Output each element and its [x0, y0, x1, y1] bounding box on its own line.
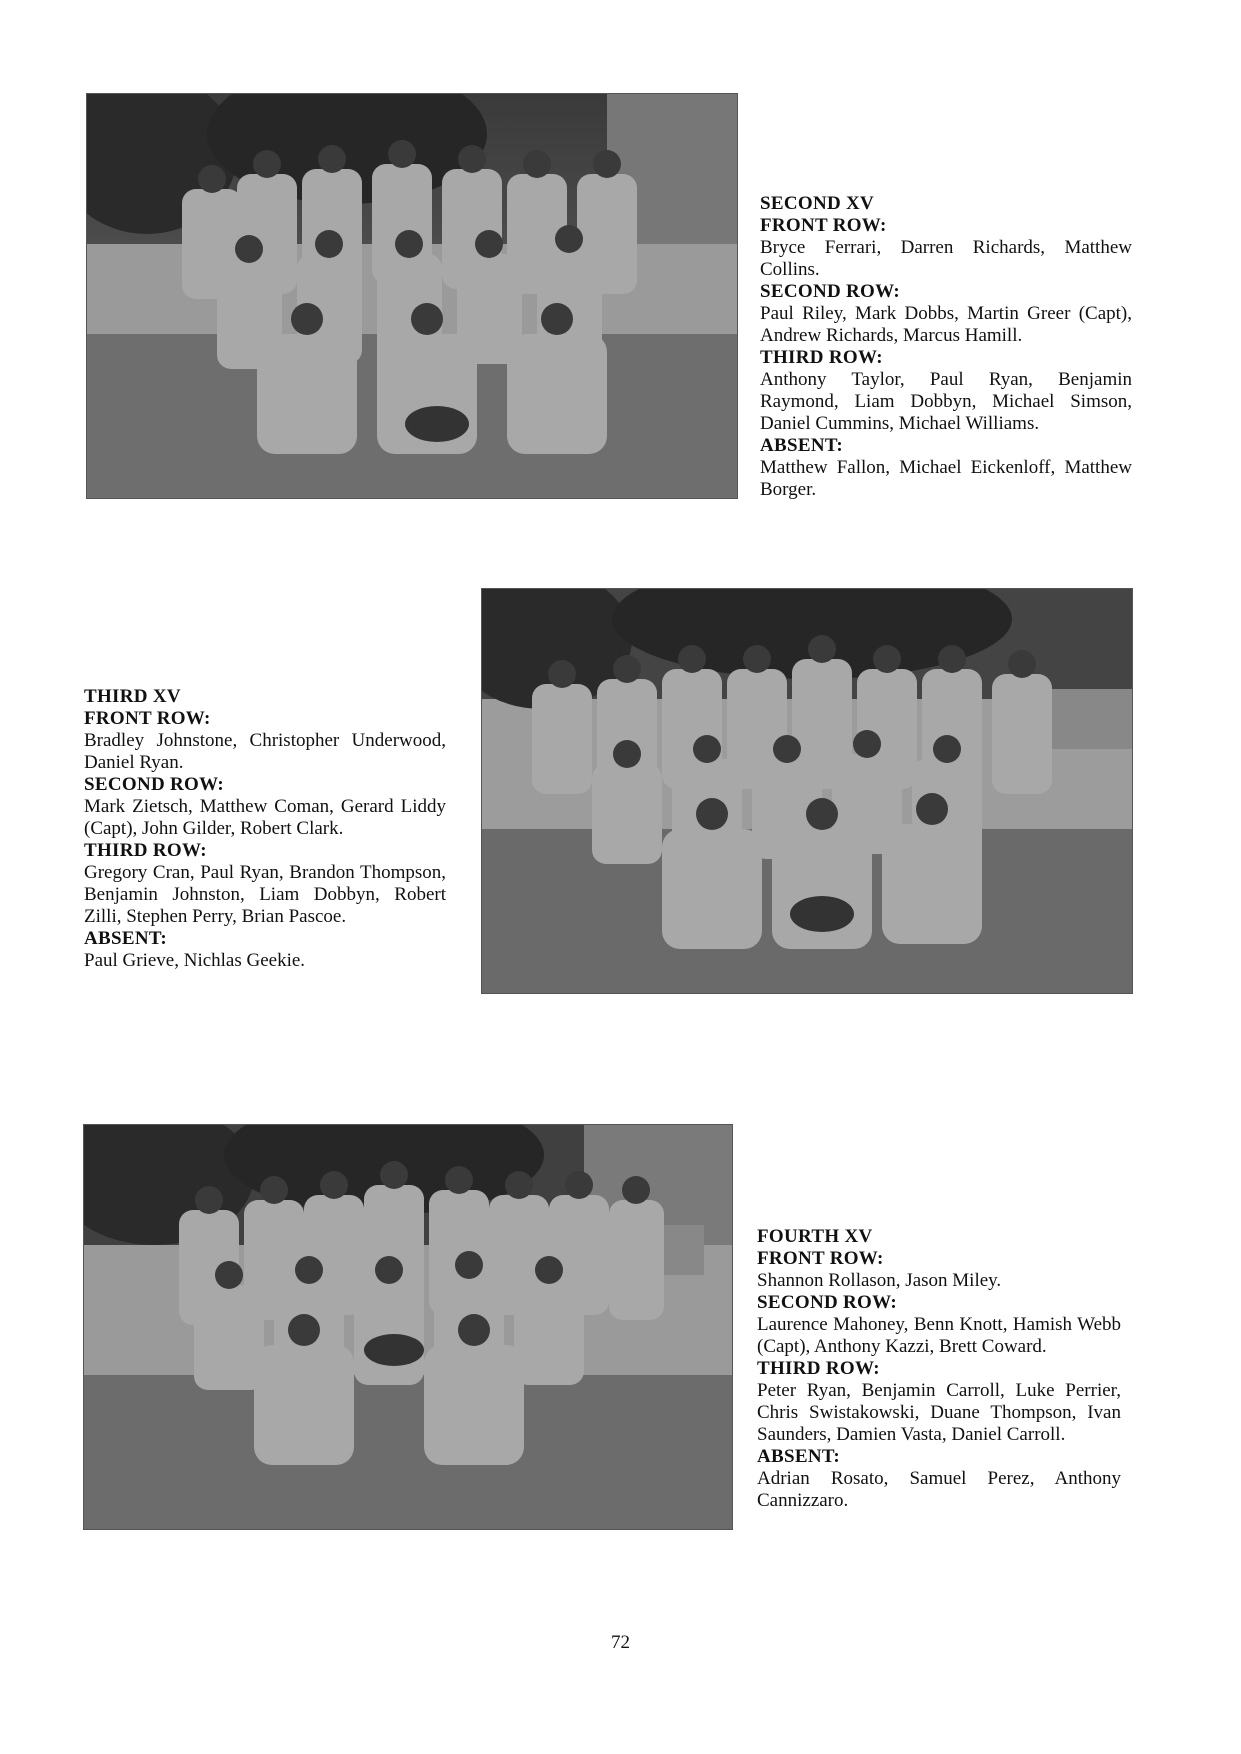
row-names: Adrian Rosato, Samuel Perez, Anthony Cannizzaro.: [757, 1468, 1121, 1511]
row-names: Bradley Johnstone, Christopher Underwood, Daniel Ryan.: [84, 730, 446, 773]
section-title: FOURTH XV: [757, 1226, 873, 1247]
row-names: Anthony Taylor, Paul Ryan, Benjamin Raymond, Liam Dobbyn, Michael Simson, Daniel Cummins, Michael Williams.: [760, 369, 1132, 434]
row-label: THIRD ROW:: [760, 347, 883, 368]
team-photo-illustration: [84, 1125, 732, 1529]
team-photo-illustration: [482, 589, 1132, 993]
row-label: ABSENT:: [757, 1446, 841, 1467]
team-photo-fourth-xv: [83, 1124, 733, 1530]
row-label: FRONT ROW:: [760, 215, 887, 236]
row-label: ABSENT:: [760, 435, 844, 456]
team-photo-third-xv: [481, 588, 1133, 994]
caption-second-xv: [760, 193, 1132, 501]
row-names: Laurence Mahoney, Benn Knott, Hamish Webb (Capt), Anthony Kazzi, Brett Coward.: [757, 1314, 1121, 1357]
row-label: SECOND ROW:: [760, 281, 901, 302]
row-names: Bryce Ferrari, Darren Richards, Matthew Collins.: [760, 237, 1132, 280]
team-photo-illustration: [87, 94, 737, 498]
row-names: Mark Zietsch, Matthew Coman, Gerard Liddy (Capt), John Gilder, Robert Clark.: [84, 796, 446, 839]
row-label: FRONT ROW:: [757, 1248, 884, 1269]
row-label: SECOND ROW:: [84, 774, 225, 795]
row-names: Paul Riley, Mark Dobbs, Martin Greer (Capt), Andrew Richards, Marcus Hamill.: [760, 303, 1132, 346]
caption-third-xv: [84, 686, 446, 972]
section-title: SECOND XV: [760, 193, 875, 214]
row-label: SECOND ROW:: [757, 1292, 898, 1313]
row-names: Matthew Fallon, Michael Eickenloff, Matthew Borger.: [760, 457, 1132, 500]
row-label: THIRD ROW:: [84, 840, 207, 861]
caption-fourth-xv: [757, 1226, 1121, 1512]
row-names: Peter Ryan, Benjamin Carroll, Luke Perrier, Chris Swistakowski, Duane Thompson, Ivan Saunders, Damien Vasta, Daniel Carroll.: [757, 1380, 1121, 1445]
row-names: Shannon Rollason, Jason Miley.: [757, 1270, 1002, 1291]
row-label: ABSENT:: [84, 928, 168, 949]
row-label: FRONT ROW:: [84, 708, 211, 729]
page-number: 72: [611, 1632, 630, 1653]
row-names: Paul Grieve, Nichlas Geekie.: [84, 950, 306, 971]
row-names: Gregory Cran, Paul Ryan, Brandon Thompson, Benjamin Johnston, Liam Dobbyn, Robert Zilli, Stephen Perry, Brian Pascoe.: [84, 862, 446, 927]
section-title: THIRD XV: [84, 686, 181, 707]
team-photo-second-xv: [86, 93, 738, 499]
row-label: THIRD ROW:: [757, 1358, 880, 1379]
